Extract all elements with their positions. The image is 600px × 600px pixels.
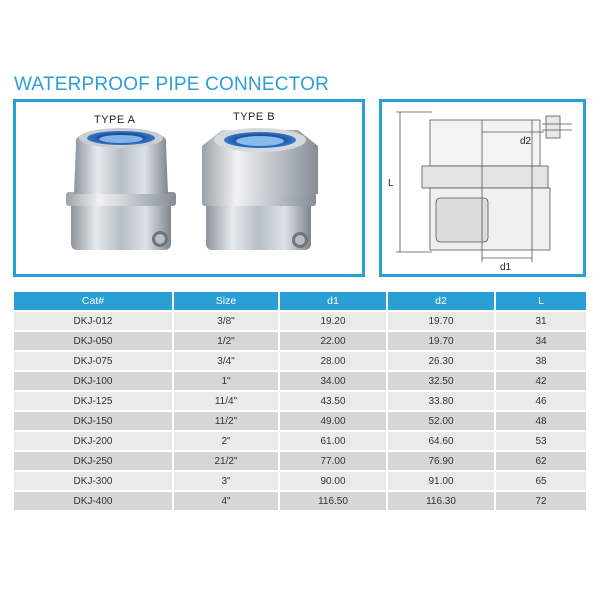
header-cat: Cat# (14, 292, 172, 310)
table-row (14, 352, 586, 370)
cell-size: 1/2" (174, 332, 278, 350)
cell-d1: 49.00 (280, 412, 386, 430)
table-row (14, 332, 586, 350)
cell-d1: 28.00 (280, 352, 386, 370)
table-row (14, 392, 586, 410)
connector-drawing (396, 112, 572, 262)
cell-size: 11/2" (174, 412, 278, 430)
cell-size: 2" (174, 432, 278, 450)
cell-cat: DKJ-150 (14, 412, 172, 430)
cell-size: 4" (174, 492, 278, 510)
cell-d2: 64.60 (388, 432, 494, 450)
table-row (14, 312, 586, 330)
type-a-label: TYPE A (94, 114, 136, 126)
cell-L: 34 (496, 332, 586, 350)
cell-size: 21/2" (174, 452, 278, 470)
header-d1: d1 (280, 292, 386, 310)
table-header-row (14, 292, 586, 310)
cell-L: 31 (496, 312, 586, 330)
cell-L: 65 (496, 472, 586, 490)
cell-d1: 34.00 (280, 372, 386, 390)
cell-size: 11/4" (174, 392, 278, 410)
table-row (14, 412, 586, 430)
cell-cat: DKJ-100 (14, 372, 172, 390)
cell-size: 3/8" (174, 312, 278, 330)
dimension-diagram-panel (379, 99, 586, 277)
cell-d1: 116.50 (280, 492, 386, 510)
cell-cat: DKJ-012 (14, 312, 172, 330)
cell-L: 53 (496, 432, 586, 450)
cell-L: 48 (496, 412, 586, 430)
cell-d1: 77.00 (280, 452, 386, 470)
cell-d2: 116.30 (388, 492, 494, 510)
cell-L: 42 (496, 372, 586, 390)
table-row (14, 372, 586, 390)
cell-d1: 90.00 (280, 472, 386, 490)
cell-L: 46 (496, 392, 586, 410)
type-b-label: TYPE B (233, 111, 276, 123)
cell-d2: 91.00 (388, 472, 494, 490)
product-photos-panel (13, 99, 365, 277)
cell-d1: 19.20 (280, 312, 386, 330)
cell-cat: DKJ-300 (14, 472, 172, 490)
header-L: L (496, 292, 586, 310)
cell-size: 3/4" (174, 352, 278, 370)
table-row (14, 432, 586, 450)
table-body (14, 312, 586, 510)
dimension-label-d2: d2 (520, 136, 532, 147)
cell-L: 62 (496, 452, 586, 470)
header-d2: d2 (388, 292, 494, 310)
cell-d2: 19.70 (388, 332, 494, 350)
cell-size: 3" (174, 472, 278, 490)
cell-cat: DKJ-400 (14, 492, 172, 510)
cell-d2: 32.50 (388, 372, 494, 390)
table-row (14, 492, 586, 510)
type-b-connector-image (202, 128, 318, 250)
cell-d1: 43.50 (280, 392, 386, 410)
cell-d1: 22.00 (280, 332, 386, 350)
dimension-label-d1: d1 (500, 262, 512, 273)
table-row (14, 452, 586, 470)
spec-table (12, 290, 588, 512)
cell-cat: DKJ-050 (14, 332, 172, 350)
cell-d2: 19.70 (388, 312, 494, 330)
page-title: WATERPROOF PIPE CONNECTOR (14, 74, 330, 95)
cell-cat: DKJ-075 (14, 352, 172, 370)
cell-d2: 33.80 (388, 392, 494, 410)
cell-size: 1" (174, 372, 278, 390)
cell-cat: DKJ-200 (14, 432, 172, 450)
table-row (14, 472, 586, 490)
cell-d2: 76.90 (388, 452, 494, 470)
dimension-label-L: L (388, 178, 394, 189)
cell-L: 38 (496, 352, 586, 370)
cell-cat: DKJ-125 (14, 392, 172, 410)
cell-cat: DKJ-250 (14, 452, 172, 470)
cell-d1: 61.00 (280, 432, 386, 450)
cell-d2: 26.30 (388, 352, 494, 370)
header-size: Size (174, 292, 278, 310)
type-a-connector-image (66, 128, 176, 250)
cell-L: 72 (496, 492, 586, 510)
cell-d2: 52.00 (388, 412, 494, 430)
